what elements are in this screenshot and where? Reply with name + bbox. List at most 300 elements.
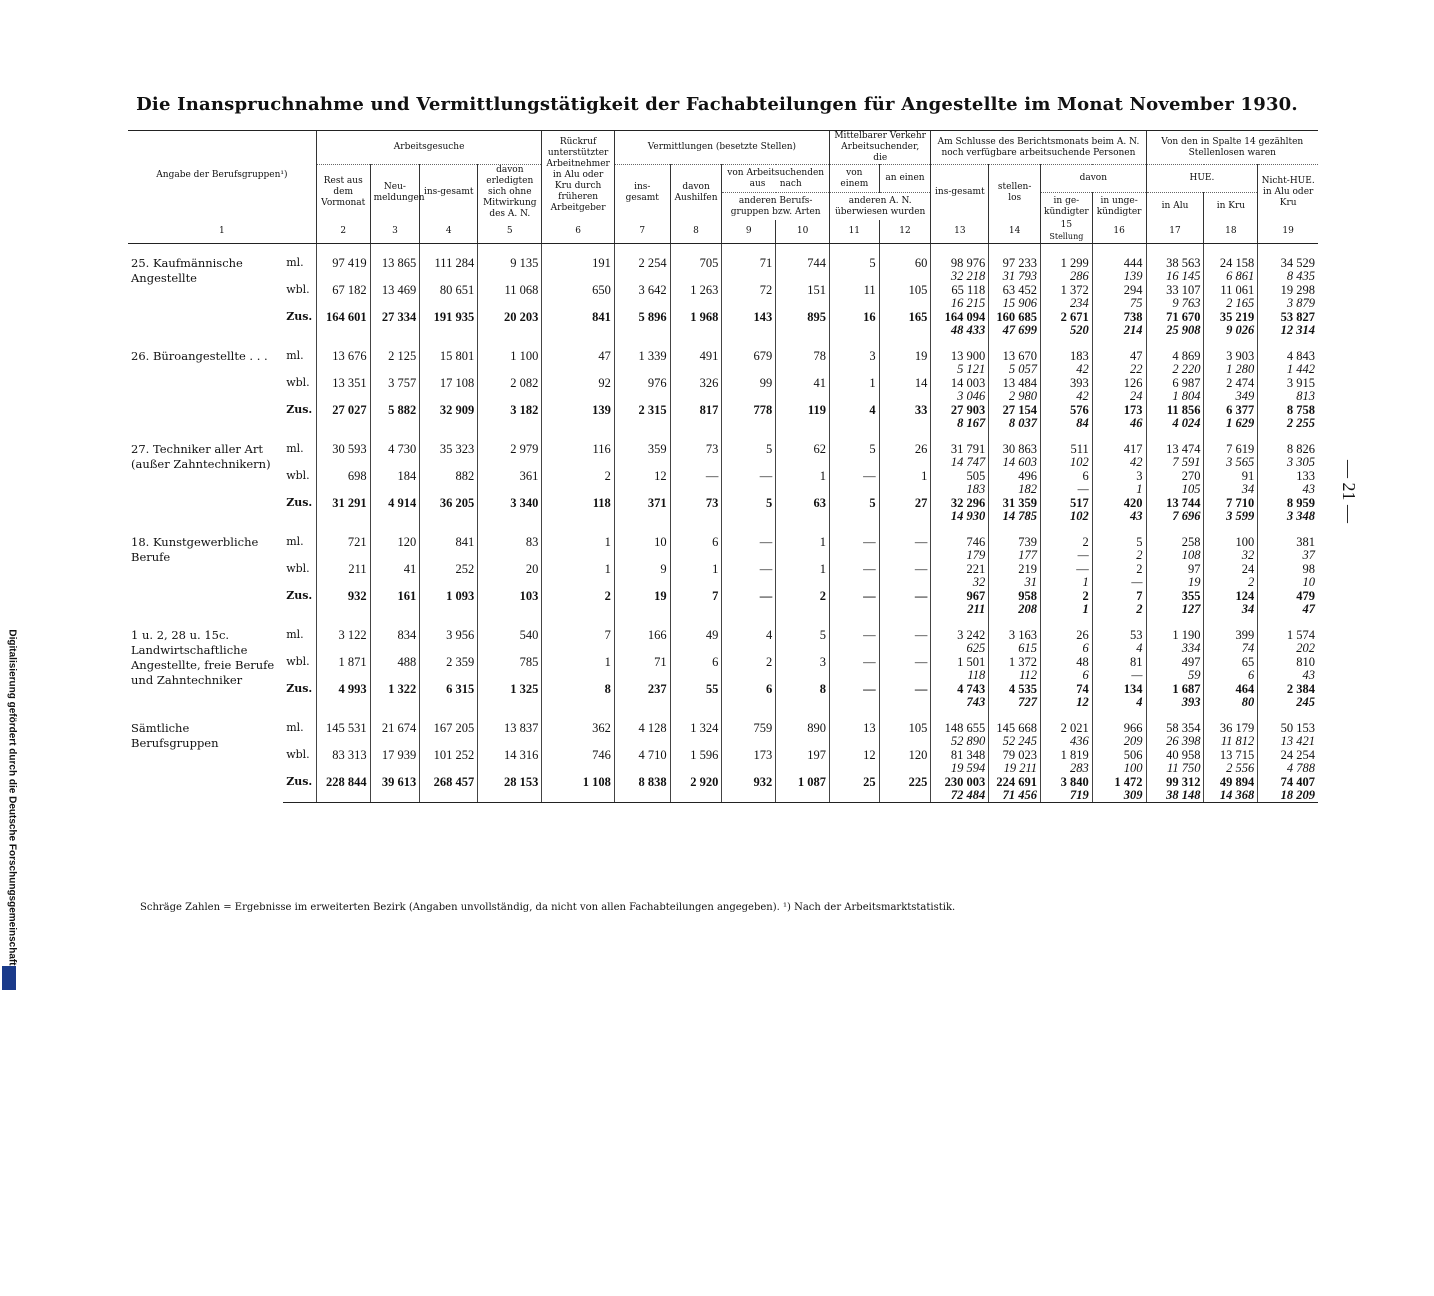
spacer-cell: [931, 337, 989, 349]
value-main: 1 472: [1114, 775, 1143, 789]
value-cell: —: [879, 562, 931, 589]
spacer-cell: [1146, 244, 1204, 257]
spacer-cell: [879, 244, 931, 257]
value-cell-pair: [1146, 682, 1204, 709]
value-cell: 30 593: [316, 442, 370, 469]
group-label: 26. Büroangestellte . . .: [131, 349, 268, 363]
value-main: 134: [1123, 682, 1143, 696]
value-extended-district: 108: [1181, 548, 1201, 562]
value-extended-district: 5 057: [1008, 362, 1038, 376]
value-cell-pair: [1146, 721, 1204, 748]
header-arbeitsgesuche: Arbeitsgesuche: [316, 131, 542, 165]
spacer-cell: [128, 430, 283, 442]
value-main: 36 179: [1219, 721, 1255, 735]
value-extended-district: 3 348: [1286, 509, 1315, 523]
value-extended-district: 8 435: [1286, 269, 1315, 283]
value-cell-pair: [1258, 283, 1318, 310]
table-row: [128, 562, 1318, 589]
value-extended-district: 245: [1296, 695, 1315, 709]
col-num-5: 5: [478, 220, 542, 244]
value-main: 13 900: [950, 349, 986, 363]
value-cell-pair: [1258, 628, 1318, 655]
value-extended-district: 14 603: [1002, 455, 1038, 469]
header-von-arbeitsuchenden-label: von Arbeitsuchenden: [727, 167, 825, 178]
spacer-cell: [478, 430, 542, 442]
value-cell: 211: [316, 562, 370, 589]
value-cell: 12: [829, 748, 879, 775]
value-extended-district: 31 793: [1002, 269, 1038, 283]
value-extended-district: 177: [1018, 548, 1038, 562]
value-main: 53: [1130, 628, 1143, 642]
value-cell: 83 313: [316, 748, 370, 775]
value-extended-district: 2 980: [1008, 389, 1038, 403]
col-num-14: 14: [989, 220, 1041, 244]
spacer-cell: [1092, 244, 1146, 257]
value-cell: 834: [370, 628, 420, 655]
value-main: 31 791: [950, 442, 986, 456]
value-main: 746: [966, 535, 986, 549]
value-main: 74 407: [1280, 775, 1315, 789]
spacer-cell: [316, 523, 370, 535]
value-main: 739: [1018, 535, 1038, 549]
header-c12: an einen: [879, 165, 931, 193]
value-cell: 120: [370, 535, 420, 562]
value-cell-pair: [1092, 496, 1146, 523]
value-main: 8 758: [1286, 403, 1315, 417]
value-cell: 13 837: [478, 721, 542, 748]
value-cell-pair: [1204, 562, 1258, 589]
sex-label: Zus.: [286, 589, 313, 602]
spacer-cell: [1041, 244, 1093, 257]
value-cell: 705: [670, 256, 722, 283]
value-extended-district: —: [1077, 482, 1089, 496]
value-cell-pair: [931, 628, 989, 655]
header-c13: ins-gesamt: [931, 165, 989, 221]
value-cell: 15 801: [420, 349, 478, 376]
spacer-cell: [128, 244, 283, 257]
footnote: Schräge Zahlen = Ergebnisse im erweiterten Bezirk (Angaben unvollständig, da nicht von allen Fachabteilungen angegeben). ¹) Nach der Arbeitsmarktstatistik.: [140, 902, 956, 913]
header-c16-label: in unge-kündigter: [1096, 195, 1142, 217]
value-cell-pair: [1146, 349, 1204, 376]
value-main: 958: [1018, 589, 1038, 603]
value-cell: 161: [370, 589, 420, 616]
value-cell-pair: [1258, 442, 1318, 469]
value-cell-pair: [1204, 748, 1258, 775]
value-main: 2: [1082, 535, 1089, 549]
value-extended-district: 6: [1248, 668, 1255, 682]
value-cell-pair: [1258, 682, 1318, 709]
value-main: 13 744: [1166, 496, 1201, 510]
value-cell: 698: [316, 469, 370, 496]
value-cell: 252: [420, 562, 478, 589]
value-cell: 13: [829, 721, 879, 748]
value-extended-district: 727: [1018, 695, 1038, 709]
value-extended-district: —: [1131, 575, 1143, 589]
value-cell: 3 122: [316, 628, 370, 655]
value-cell: 6: [670, 655, 722, 682]
value-main: 97 233: [1002, 256, 1038, 270]
spacer-cell: [670, 244, 722, 257]
value-cell: 6 315: [420, 682, 478, 709]
header-andere: anderen Berufs-gruppen bzw. Arten: [722, 193, 830, 220]
spacer-cell: [1204, 244, 1258, 257]
value-extended-district: 1: [1082, 602, 1089, 616]
spacer-cell: [1204, 523, 1258, 535]
value-cell: 746: [542, 748, 614, 775]
col-num-15: [1041, 220, 1093, 244]
value-main: 33 107: [1166, 283, 1201, 297]
value-extended-district: 42: [1130, 455, 1143, 469]
value-main: 38 563: [1166, 256, 1201, 270]
value-cell: 97 419: [316, 256, 370, 283]
header-c10: nach: [779, 178, 802, 189]
spacer-cell: [670, 709, 722, 721]
value-cell-pair: [1146, 403, 1204, 430]
value-cell-pair: [931, 655, 989, 682]
value-main: 145 668: [996, 721, 1038, 735]
sex-label: wbl.: [286, 469, 310, 482]
value-cell: 80 651: [420, 283, 478, 310]
value-cell: 32 909: [420, 403, 478, 430]
col-num-13: 13: [931, 220, 989, 244]
header-davon: davon: [1041, 165, 1147, 193]
value-cell-pair: [1041, 655, 1093, 682]
value-cell: 3 956: [420, 628, 478, 655]
spacer-cell: [316, 430, 370, 442]
value-cell: 3: [776, 655, 830, 682]
value-cell-pair: [1258, 496, 1318, 523]
value-cell-pair: [1204, 775, 1258, 803]
spacer-cell: [1258, 244, 1318, 257]
value-main: 496: [1018, 469, 1038, 483]
spacer-cell: [614, 337, 670, 349]
table-row: [128, 403, 1318, 430]
value-extended-district: 10: [1302, 575, 1315, 589]
value-main: 19 298: [1280, 283, 1315, 297]
spacer-cell: [1204, 709, 1258, 721]
spacer-cell: [1092, 616, 1146, 628]
spacer-cell: [879, 337, 931, 349]
value-cell: 11 068: [478, 283, 542, 310]
value-extended-district: 4: [1136, 641, 1143, 655]
value-main: 13 474: [1166, 442, 1201, 456]
value-extended-district: 26 398: [1166, 734, 1201, 748]
value-extended-district: 43: [1302, 668, 1315, 682]
value-cell: 71: [722, 256, 776, 283]
value-extended-district: 520: [1069, 323, 1089, 337]
value-cell-pair: [931, 535, 989, 562]
spacer-cell: [283, 244, 316, 257]
spacer-cell: [478, 337, 542, 349]
value-cell: 650: [542, 283, 614, 310]
value-main: 30 863: [1002, 442, 1038, 456]
value-cell-pair: [1041, 469, 1093, 496]
value-main: 2 021: [1060, 721, 1089, 735]
value-extended-district: 42: [1076, 362, 1089, 376]
value-extended-district: 25 908: [1166, 323, 1201, 337]
spacer-cell: [370, 709, 420, 721]
spacer-cell: [283, 709, 316, 721]
value-main: 3 242: [957, 628, 986, 642]
value-cell-pair: [1258, 562, 1318, 589]
spacer-cell: [989, 244, 1041, 257]
value-extended-district: 52 890: [950, 734, 986, 748]
value-cell-pair: [1092, 721, 1146, 748]
value-cell: 1: [542, 535, 614, 562]
value-main: 91: [1241, 469, 1255, 483]
value-extended-district: 2: [1136, 548, 1143, 562]
value-cell: —: [829, 469, 879, 496]
value-cell: 92: [542, 376, 614, 403]
header-von-arbeitsuchenden: [722, 165, 830, 193]
col-num-6: 6: [542, 220, 614, 244]
spacer-cell: [1041, 709, 1093, 721]
value-main: 24 158: [1219, 256, 1255, 270]
header-c3: Neu-meldungen: [370, 165, 420, 221]
value-cell-pair: [989, 628, 1041, 655]
spacer-cell: [420, 430, 478, 442]
value-cell: 4: [829, 403, 879, 430]
spacer-cell: [829, 430, 879, 442]
value-extended-district: 209: [1123, 734, 1143, 748]
value-cell: 41: [776, 376, 830, 403]
value-cell-pair: [1258, 589, 1318, 616]
value-main: 148 655: [944, 721, 986, 735]
value-cell-pair: [989, 655, 1041, 682]
value-cell: 1 100: [478, 349, 542, 376]
value-extended-district: 19 594: [950, 761, 986, 775]
sex-label: wbl.: [286, 562, 310, 575]
value-extended-district: 436: [1069, 734, 1089, 748]
table-row: [128, 376, 1318, 403]
value-cell-pair: [1146, 628, 1204, 655]
value-cell: 111 284: [420, 256, 478, 283]
value-main: 13 484: [1002, 376, 1038, 390]
value-cell-pair: [1204, 403, 1258, 430]
header-vermittlungen: Vermittlungen (besetzte Stellen): [614, 131, 829, 165]
value-cell-pair: [1092, 442, 1146, 469]
value-main: 270: [1181, 469, 1201, 483]
spacer-cell: [316, 337, 370, 349]
value-cell-pair: [1258, 349, 1318, 376]
value-cell-pair: [1041, 403, 1093, 430]
value-main: 3 915: [1286, 376, 1315, 390]
table-row: [128, 655, 1318, 682]
spacer-cell: [931, 709, 989, 721]
spacer-cell: [370, 430, 420, 442]
sex-label: Zus.: [286, 682, 313, 695]
value-main: 221: [966, 562, 986, 576]
value-main: 967: [966, 589, 986, 603]
value-cell: 55: [670, 682, 722, 709]
value-extended-district: 1: [1136, 482, 1143, 496]
value-extended-district: 71 456: [1002, 788, 1038, 802]
spacer-cell: [283, 616, 316, 628]
value-cell: 2 082: [478, 376, 542, 403]
spacer-cell: [829, 709, 879, 721]
spacer-cell: [1041, 523, 1093, 535]
spacer-cell: [1092, 430, 1146, 442]
value-cell: 5: [829, 256, 879, 283]
value-cell-pair: [1146, 655, 1204, 682]
value-cell: 540: [478, 628, 542, 655]
value-cell-pair: [989, 256, 1041, 283]
value-extended-district: 32: [1241, 548, 1255, 562]
value-extended-district: 5 121: [957, 362, 986, 376]
value-cell-pair: [931, 775, 989, 803]
value-cell-pair: [1146, 562, 1204, 589]
value-extended-district: 47 699: [1002, 323, 1038, 337]
value-main: 464: [1235, 682, 1255, 696]
value-cell: 785: [478, 655, 542, 682]
value-cell-pair: [931, 496, 989, 523]
spacer-cell: [722, 709, 776, 721]
value-cell: 759: [722, 721, 776, 748]
spacer-cell: [1041, 616, 1093, 628]
header-c17: in Alu: [1146, 193, 1204, 220]
value-main: 50 153: [1280, 721, 1315, 735]
spacer-cell: [542, 709, 614, 721]
value-extended-district: 12: [1076, 695, 1089, 709]
value-extended-district: 48 433: [950, 323, 986, 337]
value-main: 3 903: [1226, 349, 1255, 363]
value-extended-district: 34: [1241, 482, 1255, 496]
spacer-cell: [316, 616, 370, 628]
value-main: 4 535: [1008, 682, 1038, 696]
value-cell-pair: [1204, 721, 1258, 748]
value-cell-pair: [931, 469, 989, 496]
value-main: 1 574: [1286, 628, 1315, 642]
value-main: 497: [1181, 655, 1201, 669]
value-cell: 778: [722, 403, 776, 430]
value-cell: —: [829, 628, 879, 655]
value-main: 3: [1136, 469, 1143, 483]
value-cell-pair: [1092, 283, 1146, 310]
value-extended-district: 1 804: [1172, 389, 1201, 403]
spacer-cell: [722, 430, 776, 442]
value-cell: 119: [776, 403, 830, 430]
value-main: 183: [1069, 349, 1089, 363]
value-extended-district: 6: [1082, 641, 1089, 655]
value-cell-pair: [1092, 310, 1146, 337]
value-extended-district: 286: [1069, 269, 1089, 283]
value-extended-district: 202: [1296, 641, 1315, 655]
value-cell: 73: [670, 496, 722, 523]
value-cell: 26: [879, 442, 931, 469]
value-cell: 5 896: [614, 310, 670, 337]
value-cell: 744: [776, 256, 830, 283]
value-cell-pair: [989, 376, 1041, 403]
spacer-cell: [370, 523, 420, 535]
col-num-9: 9: [722, 220, 776, 244]
value-cell: 9: [614, 562, 670, 589]
spacer-cell: [420, 523, 478, 535]
value-extended-district: 16 215: [950, 296, 986, 310]
value-cell: 165: [879, 310, 931, 337]
spacer-cell: [614, 244, 670, 257]
dfg-logo-icon: [2, 966, 16, 990]
value-cell: 1 087: [776, 775, 830, 803]
value-extended-district: 118: [967, 668, 986, 682]
value-main: 124: [1235, 589, 1255, 603]
value-cell: 237: [614, 682, 670, 709]
value-cell-pair: [1258, 721, 1318, 748]
value-cell: 105: [879, 721, 931, 748]
value-main: 97: [1187, 562, 1201, 576]
value-extended-district: 2 255: [1286, 416, 1315, 430]
value-cell-pair: [1204, 589, 1258, 616]
value-cell: 4: [722, 628, 776, 655]
value-cell-pair: [989, 403, 1041, 430]
table-row: [128, 628, 1318, 655]
value-cell-pair: [1092, 748, 1146, 775]
value-extended-district: 9 026: [1226, 323, 1255, 337]
spacer-cell: [283, 430, 316, 442]
spacer-cell: [614, 709, 670, 721]
spacer-cell: [722, 337, 776, 349]
value-cell: 3 757: [370, 376, 420, 403]
value-main: 6: [1082, 469, 1089, 483]
value-cell: 5: [722, 496, 776, 523]
value-extended-district: 22: [1130, 362, 1143, 376]
value-extended-district: 11 750: [1167, 761, 1201, 775]
value-cell-pair: [931, 376, 989, 403]
value-extended-district: —: [1131, 668, 1143, 682]
value-cell-pair: [1204, 376, 1258, 403]
value-cell-pair: [1092, 376, 1146, 403]
value-cell-pair: [1041, 535, 1093, 562]
spacer-cell: [1204, 616, 1258, 628]
header-spalte: Von den in Spalte 14 gezählten Stellenlosen waren: [1146, 131, 1318, 165]
value-cell-pair: [1041, 256, 1093, 283]
value-main: 49 894: [1219, 775, 1255, 789]
value-cell-pair: [1204, 283, 1258, 310]
value-extended-district: 1 280: [1226, 362, 1255, 376]
value-cell-pair: [1258, 403, 1318, 430]
value-cell: 21 674: [370, 721, 420, 748]
value-main: 14 003: [950, 376, 986, 390]
value-cell: 361: [478, 469, 542, 496]
col-num-4: 4: [420, 220, 478, 244]
value-cell: 1 325: [478, 682, 542, 709]
spacer-cell: [879, 616, 931, 628]
value-extended-district: 37: [1302, 548, 1315, 562]
value-cell: 13 469: [370, 283, 420, 310]
value-cell: 33: [879, 403, 931, 430]
value-extended-district: 8 037: [1008, 416, 1038, 430]
value-extended-district: 214: [1123, 323, 1143, 337]
value-main: 2 671: [1060, 310, 1089, 324]
value-extended-district: 59: [1187, 668, 1201, 682]
value-extended-district: 13 421: [1280, 734, 1315, 748]
col-num-8: 8: [670, 220, 722, 244]
value-cell: 1 968: [670, 310, 722, 337]
value-cell-pair: [1204, 628, 1258, 655]
value-cell: 78: [776, 349, 830, 376]
value-main: 31 359: [1002, 496, 1038, 510]
spacer-cell: [316, 244, 370, 257]
value-extended-district: 52 245: [1002, 734, 1038, 748]
spacer-cell: [989, 337, 1041, 349]
spacer-cell: [420, 337, 478, 349]
value-cell: 491: [670, 349, 722, 376]
spacer-cell: [1092, 709, 1146, 721]
sex-label: Zus.: [286, 496, 313, 509]
value-cell-pair: [931, 682, 989, 709]
value-cell: 6: [722, 682, 776, 709]
value-main: 34 529: [1280, 256, 1315, 270]
value-cell-pair: [1258, 748, 1318, 775]
